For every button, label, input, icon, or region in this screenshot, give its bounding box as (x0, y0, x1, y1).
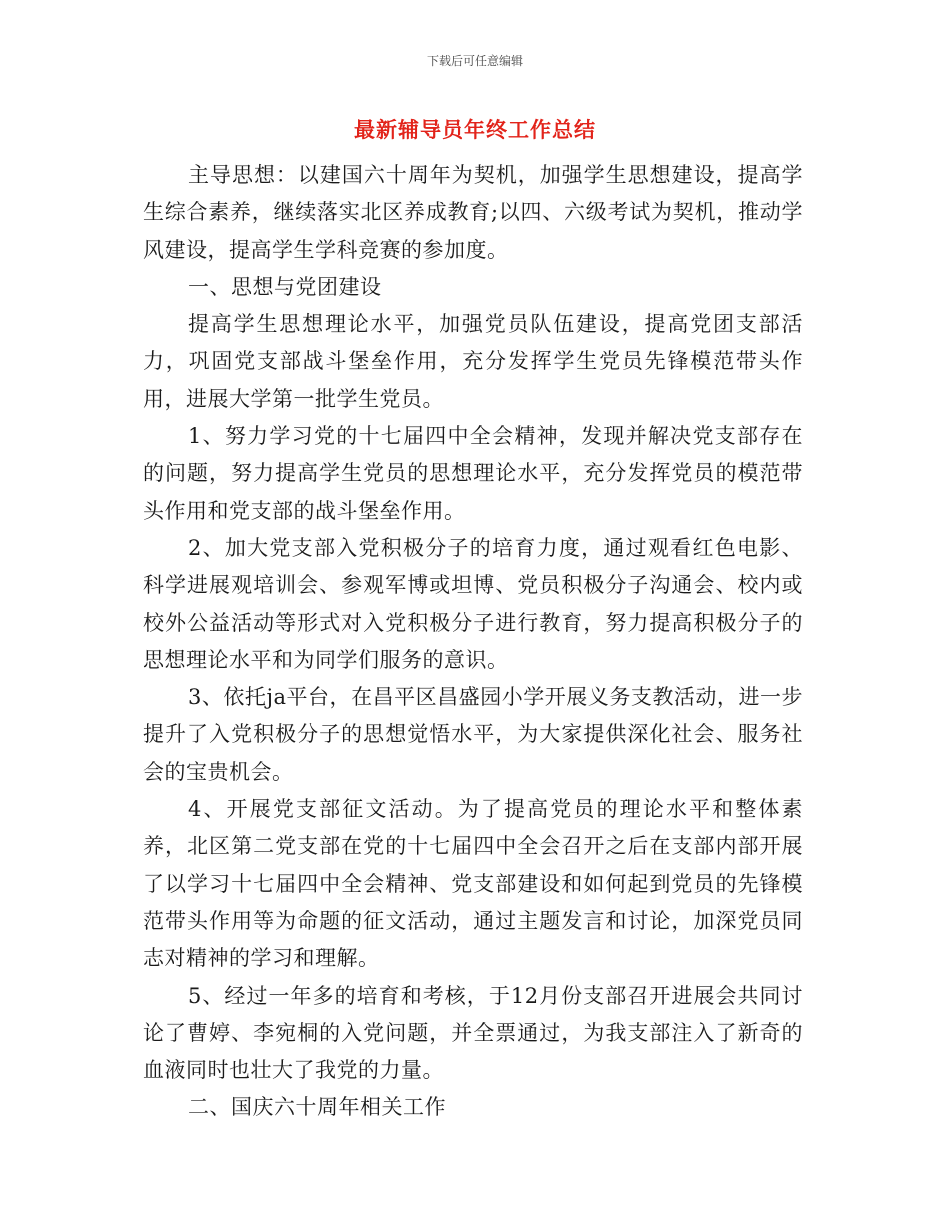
paragraph-item-5: 5、经过一年多的培育和考核，于12月份支部召开进展会共同讨论了曹婷、李宛桐的入党问题，并全票通过，为我支部注入了新奇的血液同时也壮大了我党的力量。 (143, 983, 803, 1083)
paragraph-item-2: 2、加大党支部入党积极分子的培育力度，通过观看红色电影、科学进展观培训会、参观军博或坦博、党员积极分子沟通会、校内或校外公益活动等形式对入党积极分子进行教育，努力提高积极分子的思想理论水平和为同学们服务的意识。 (143, 535, 803, 672)
section-heading-2: 二、国庆六十周年相关工作 (188, 1095, 446, 1120)
paragraph-item-4: 4、开展党支部征文活动。为了提高党员的理论水平和整体素养，北区第二党支部在党的十七届四中全会召开之后在支部内部开展了以学习十七届四中全会精神、党支部建设和如何起到党员的先锋模范带头作用等为命题的征文活动，通过主题发言和讨论，加深党员同志对精神的学习和理解。 (143, 797, 803, 971)
document-body (143, 157, 803, 1127)
section-heading-1: 一、思想与党团建设 (188, 274, 382, 299)
paragraph-item-3: 3、依托ja平台，在昌平区昌盛园小学开展义务支教活动，进一步提升了入党积极分子的思想觉悟水平，为大家提供深化社会、服务社会的宝贵机会。 (143, 685, 803, 784)
document-title: 最新辅导员年终工作总结 (354, 118, 596, 142)
header-note: 下载后可任意编辑 (426, 54, 523, 68)
paragraph-section-1-intro: 提高学生思想理论水平，加强党员队伍建设，提高党团支部活力，巩固党支部战斗堡垒作用，充分发挥学生党员先锋模范带头作用，进展大学第一批学生党员。 (143, 312, 803, 411)
paragraph-item-1: 1、努力学习党的十七届四中全会精神，发现并解决党支部存在的问题，努力提高学生党员的思想理论水平，充分发挥党员的模范带头作用和党支部的战斗堡垒作用。 (143, 424, 803, 523)
paragraph-guiding-idea: 主导思想：以建国六十周年为契机，加强学生思想建设，提高学生综合素养，继续落实北区养成教育;以四、六级考试为契机，推动学风建设，提高学生学科竞赛的参加度。 (143, 163, 803, 262)
